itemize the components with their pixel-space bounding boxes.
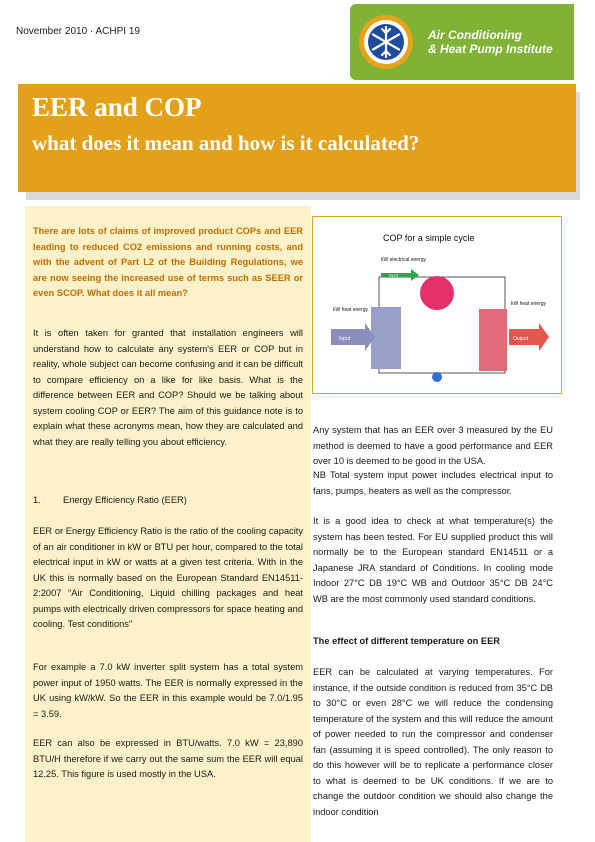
evaporator-block xyxy=(371,307,401,369)
body-paragraph: It is a good idea to check at what temperature(s) the system has been tested. For EU supplied product this will normally be to the European standard EN14511 or a Japanese JRA standard of Conditions. In cooling mode Indoor 27°C DB 19°C WB and Outdoor 35°C DB 24°C WB are the most commonly used standard conditions. xyxy=(313,516,553,604)
institute-name-line2: & Heat Pump Institute xyxy=(428,42,553,56)
body-paragraph: It is often taken for granted that installation engineers will understand how to calculate any system's EER or COP but in reality, whole subject can become confusing and it can be difficult to compare efficiency on a like for like basis. What is the difference between EER and COP? Should we be talking about system cooling COP or EER? The aim of this guidance note is to explain what these acronyms mean, how they are calculated and what they are really telling you about efficiency. xyxy=(33,328,303,447)
expansion-valve-icon xyxy=(432,372,442,382)
body-paragraph: NB Total system input power includes electrical input to fans, pumps, heaters as well as the compressor. xyxy=(313,470,553,496)
label-input-arrow: Input xyxy=(389,272,398,278)
electrical-input-arrow xyxy=(381,269,419,281)
body-paragraph: For example a 7.0 kW inverter split system has a total system power input of 1950 watts. The EER is normally expressed in the UK using kW/kW. So the EER in this example would be 7.0/1.95 = 3.59. xyxy=(33,662,303,719)
section-heading-eer xyxy=(33,493,303,509)
document-date-line: November 2010 · ACHPI 19 xyxy=(16,26,140,37)
section-heading-temperature: The effect of different temperature on EER xyxy=(313,636,500,646)
compressor-icon xyxy=(420,276,454,310)
cop-cycle-diagram xyxy=(312,216,562,394)
body-paragraph: EER can be calculated at varying temperatures. For instance, if the outside condition is reduced from 35°C DB to 30°C or even 28°C we will reduce the condensing temperature of the system and this will reduce the amount of power needed to run the compressor and condenser fan (assuming it is speed controlled). The only reason to do this however will be to replicate a performance closer to what is deemed to be UK conditions. If we are to change the outdoor condition we should also change the indoor condition xyxy=(313,667,553,817)
section-number: 1. xyxy=(33,495,41,505)
diagram-title: COP for a simple cycle xyxy=(383,233,475,243)
heat-input-arrow xyxy=(331,323,375,351)
label-input-box: Input xyxy=(339,336,351,342)
label-heat-out: kW heat energy xyxy=(511,301,547,307)
snowflake-sun-logo-icon xyxy=(356,12,416,72)
body-paragraph: EER can also be expressed in BTU/watts. 7.0 kW = 23,890 BTU/H therefore if we carry out the same sum the EER will equal 12.25. This figure is used mostly in the USA. xyxy=(33,738,303,779)
label-output-box: Output xyxy=(513,336,529,342)
cop-cycle-diagram-graphic xyxy=(313,217,561,393)
institute-name xyxy=(428,28,553,56)
label-heat-in: kW heat energy xyxy=(333,307,369,313)
body-paragraph: Any system that has an EER over 3 measured by the EU method is deemed to have a good performance and EER over 10 is deemed to be good in the USA. xyxy=(313,425,553,466)
body-paragraph: EER or Energy Efficiency Ratio is the ratio of the cooling capacity of an air conditioner in kW or BTU per hour, compared to the total electrical input in kW or watts at a given test criteria. With in the UK this is normally based on the European Standard EN14511-2:2007 "Air Conditioning, Liquid chilling packages and heat pumps with electrically driven compressors for space heating and cooling. Test conditions" xyxy=(33,526,303,629)
page-subtitle: what does it mean and how is it calculated? xyxy=(32,131,420,155)
condenser-block xyxy=(479,309,507,371)
institute-name-line1: Air Conditioning xyxy=(428,28,522,42)
section-title: Energy Efficiency Ratio (EER) xyxy=(63,495,187,505)
intro-paragraph: There are lots of claims of improved product COPs and EER leading to reduced CO2 emissions and running costs, and with the advent of Part L2 of the Building Regulations, we are now seeing the increased use of terms such as SEER or even SCOP. What does it all mean? xyxy=(33,226,303,298)
page-title: EER and COP xyxy=(32,92,202,122)
label-electrical: kW electrical energy xyxy=(381,257,427,263)
